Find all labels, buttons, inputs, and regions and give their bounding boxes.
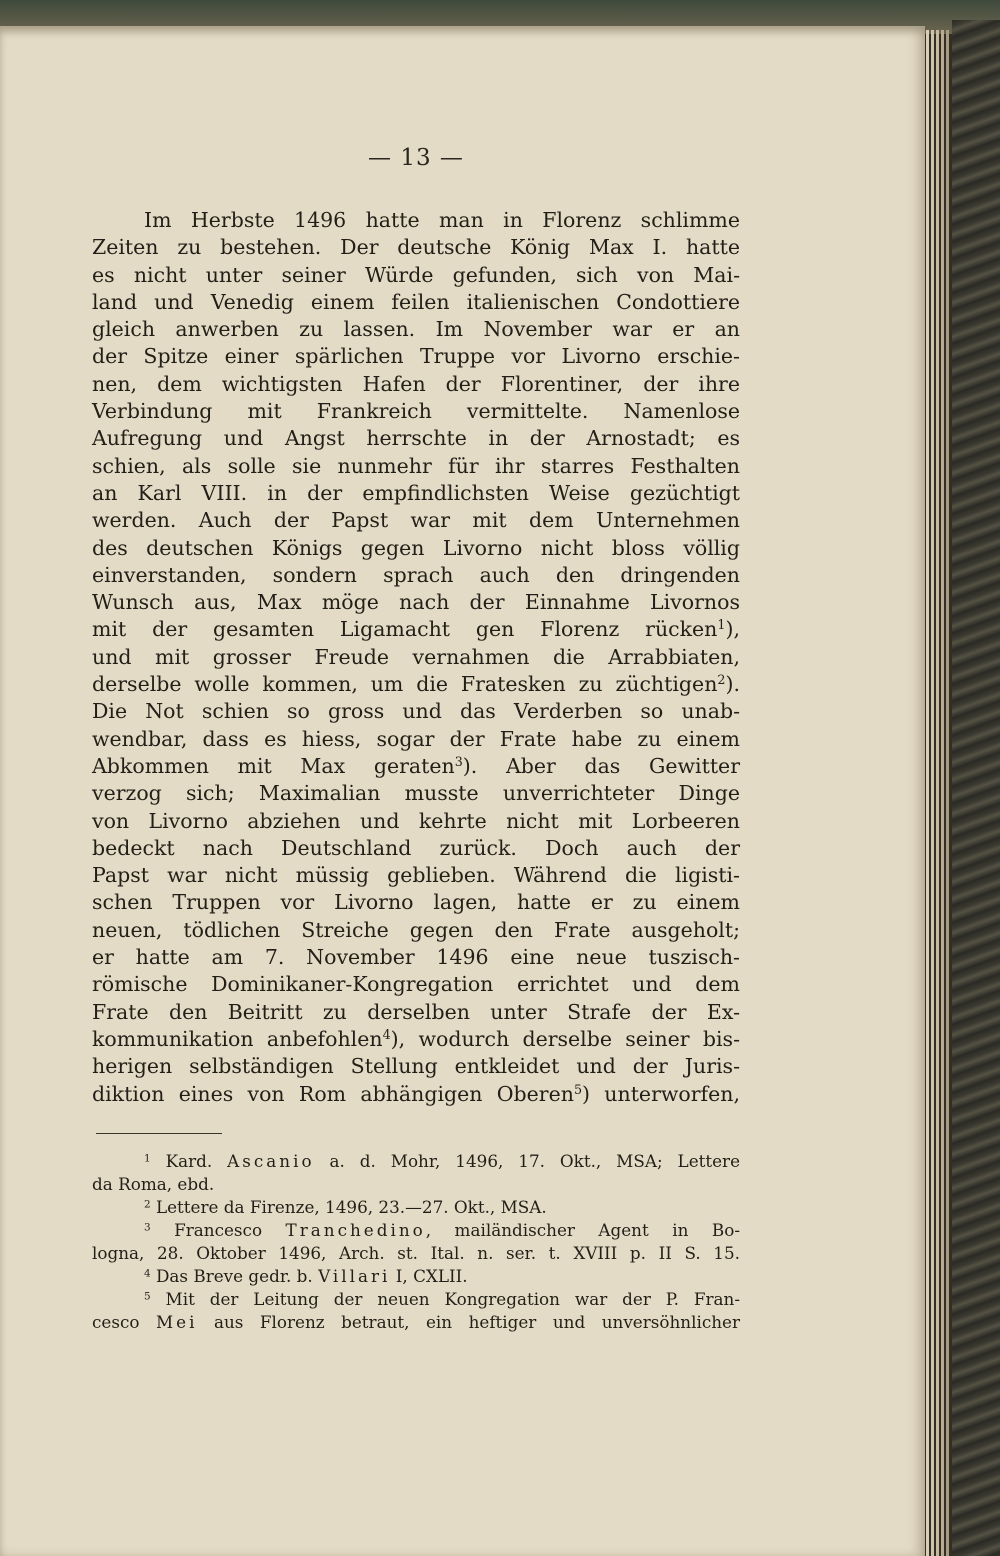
text-line: [92, 1081, 740, 1108]
text-line: wendbar, dass es hiess, sogar der Frate habe zu einem: [92, 726, 740, 751]
footnote-line: [92, 1196, 740, 1219]
text-line: römische Dominikaner-Kongregation errichtet und dem: [92, 972, 740, 997]
text-segment: Kard.: [165, 1151, 213, 1171]
footnote-line: [92, 1288, 740, 1311]
text-line: einverstanden, sondern sprach auch den dringenden: [92, 562, 740, 587]
text-segment: ).: [725, 672, 740, 697]
text-line: der Spitze einer spärlichen Truppe vor Livorno erschie-: [92, 344, 740, 369]
text-line: Zeiten zu bestehen. Der deutsche König Max I. hatte: [92, 235, 740, 260]
footnote-line: [92, 1219, 740, 1242]
text-line: werden. Auch der Papst war mit dem Unternehmen: [92, 508, 740, 533]
text-segment: ),: [725, 617, 740, 642]
text-line: Verbindung mit Frankreich vermittelte. Namenlose: [92, 399, 740, 424]
text-line: Frate den Beitritt zu derselben unter Strafe der Ex-: [92, 999, 740, 1024]
page-edge: [931, 30, 934, 1556]
footnote-ref: 5: [573, 1081, 583, 1097]
text-line: [92, 671, 740, 698]
text-segment: derselbe wolle kommen, um die Fratesken zu züchtigen: [92, 672, 718, 697]
author-name: Ascanio: [227, 1151, 315, 1171]
text-line: Die Not schien so gross und das Verderben so unab-: [92, 699, 740, 724]
text-segment: mit der gesamten Ligamacht gen Florenz rücken: [92, 617, 718, 642]
text-segment: Abkommen mit Max geraten: [92, 753, 455, 778]
text-segment: Lettere da Firenze, 1496, 23.—27. Okt., MSA.: [155, 1197, 547, 1217]
footnote-mark: 4: [144, 1267, 151, 1280]
page-edge: [941, 30, 944, 1556]
text-segment: Francesco: [174, 1220, 263, 1240]
footnote-line: [92, 1265, 740, 1288]
text-line: und mit grosser Freude vernahmen die Arrabbiaten,: [92, 644, 740, 669]
text-line: neuen, tödlichen Streiche gegen den Frate ausgeholt;: [92, 917, 740, 942]
author-name: Villari: [318, 1266, 391, 1286]
page-edge: [946, 30, 949, 1556]
text-line: es nicht unter seiner Würde gefunden, sich von Mai-: [92, 262, 740, 287]
text-segment: I, CXLII.: [395, 1266, 468, 1286]
footnote-line: logna, 28. Oktober 1496, Arch. st. Ital. n. ser. t. XVIII p. II S. 15.: [92, 1243, 740, 1263]
text-line: [92, 616, 740, 643]
text-line: verzog sich; Maximalian musste unverrichteter Dinge: [92, 781, 740, 806]
footnote-line: da Roma, ebd.: [92, 1174, 215, 1194]
text-segment: aus Florenz betraut, ein heftiger und unversöhnlicher: [213, 1312, 740, 1332]
text-line: Aufregung und Angst herrschte in der Arnostadt; es: [92, 426, 740, 451]
footnote-ref: 1: [717, 617, 726, 633]
text-line: Im Herbste 1496 hatte man in Florenz schlimme: [144, 208, 740, 232]
footnote-mark: 2: [144, 1198, 151, 1211]
text-segment: Das Breve gedr. b.: [155, 1266, 313, 1286]
text-line: des deutschen Königs gegen Livorno nicht bloss völlig: [92, 535, 740, 560]
text-line: [92, 1026, 740, 1053]
page-edge: [926, 30, 929, 1556]
text-line: schen Truppen vor Livorno lagen, hatte er zu einem: [92, 890, 740, 915]
book-binding: [952, 20, 1000, 1556]
text-line: Papst war nicht müssig geblieben. Während die ligisti-: [92, 863, 740, 888]
page-edge: [936, 30, 939, 1556]
text-segment: ), wodurch derselbe seiner bis-: [390, 1026, 740, 1051]
author-name: Tranchedino: [285, 1220, 426, 1240]
text-line: [92, 753, 740, 780]
footnote-mark: 1: [144, 1152, 151, 1165]
page-number: — 13 —: [368, 145, 464, 171]
text-line: herigen selbständigen Stellung entkleidet und der Juris-: [92, 1054, 740, 1079]
text-line: an Karl VIII. in der empfindlichsten Weise gezüchtigt: [92, 480, 740, 505]
body-text: [92, 207, 740, 1108]
author-name: Mei: [155, 1312, 198, 1332]
text-line: schien, als solle sie nunmehr für ihr starres Festhalten: [92, 453, 740, 478]
text-line: gleich anwerben zu lassen. Im November war er an: [92, 317, 740, 342]
footnote-ref: 2: [717, 672, 726, 688]
footnotes: [92, 1150, 740, 1334]
text-segment: kommunikation anbefohlen: [92, 1026, 383, 1051]
footnote-mark: 5: [144, 1290, 151, 1303]
footnote-line: [92, 1311, 740, 1334]
text-line: Wunsch aus, Max möge nach der Einnahme Livornos: [92, 590, 740, 615]
text-segment: ). Aber das Gewitter: [462, 753, 740, 778]
text-line: von Livorno abziehen und kehrte nicht mit Lorbeeren: [92, 808, 740, 833]
text-segment: ) unterworfen,: [582, 1081, 740, 1106]
text-line: er hatte am 7. November 1496 eine neue tuszisch-: [92, 945, 740, 970]
text-line: land und Venedig einem feilen italienischen Condottiere: [92, 289, 740, 314]
footnote-divider: [96, 1133, 222, 1134]
footnote-mark: 3: [144, 1221, 151, 1234]
text-segment: a. d. Mohr, 1496, 17. Okt., MSA; Lettere: [329, 1151, 740, 1171]
footnote-line: [92, 1150, 740, 1173]
footnote-ref: 3: [454, 753, 463, 769]
text-segment: cesco: [92, 1312, 140, 1332]
text-segment: , mailändischer Agent in Bo-: [425, 1220, 740, 1240]
text-line: nen, dem wichtigsten Hafen der Florentiner, der ihre: [92, 371, 740, 396]
footnote-ref: 4: [382, 1026, 391, 1042]
text-segment: diktion eines von Rom abhängigen Oberen: [92, 1081, 574, 1106]
text-segment: Mit der Leitung der neuen Kongregation war der P. Fran-: [165, 1289, 740, 1309]
text-line: bedeckt nach Deutschland zurück. Doch auch der: [92, 835, 740, 860]
